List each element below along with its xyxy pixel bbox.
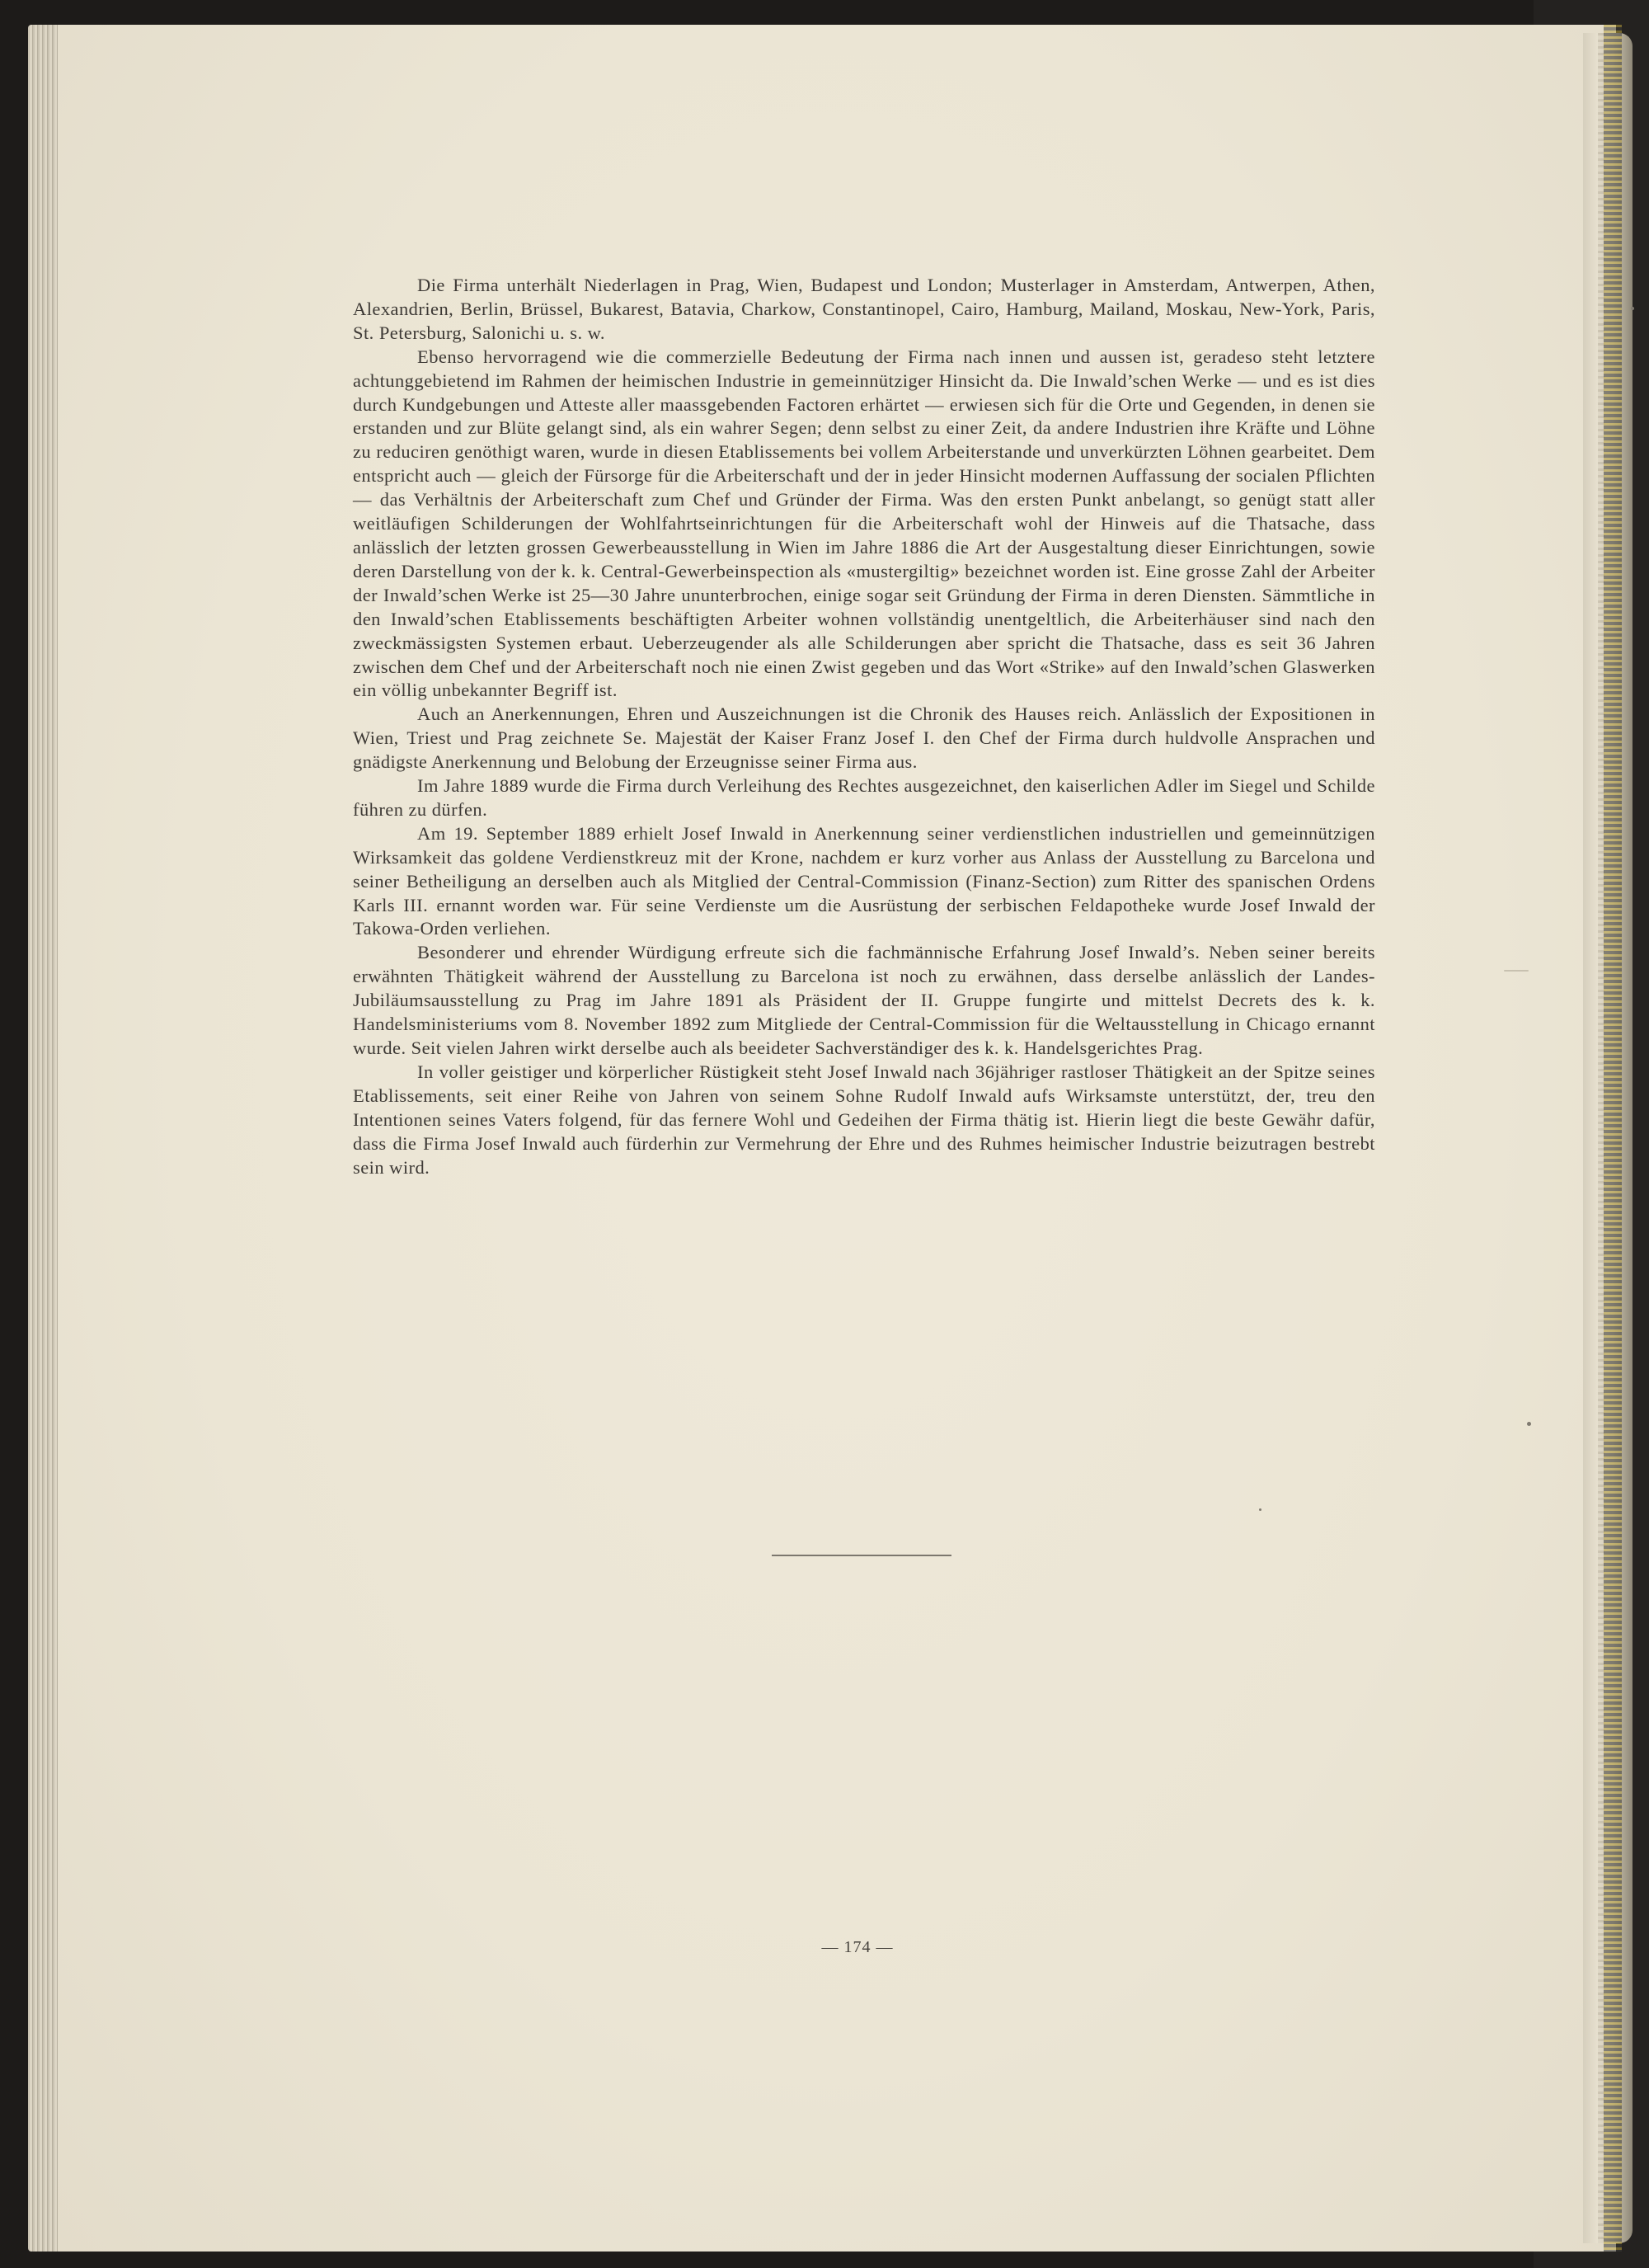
paragraph-4: Im Jahre 1889 wurde die Firma durch Verleihung des Rechtes ausgezeichnet, den kaiserlichen Adler im Siegel und Schilde führen zu dürfen.	[353, 775, 1375, 820]
paper-speck	[1631, 307, 1634, 310]
paragraph-2: Ebenso hervorragend wie die commerzielle Bedeutung der Firma nach innen und aussen ist, geradeso steht letztere achtunggebietend im Rahmen der heimischen Industrie in gemeinnütziger Hinsicht da. Die Inwald’schen Werke — und es ist dies durch Kundgebungen und Atteste aller maassgebenden Factoren erhärtet — erwiesen sich für die Orte und Gegenden, in denen sie erstanden und zur Blüte gelangt sind, als ein wahrer Segen; denn selbst zu einer Zeit, da andere Industrien ihre Kräfte und Löhne zu reduciren genöthigt waren, wurde in diesen Etablissements bei vollem Arbeiterstande und unverkürzten Löhnen gearbeitet. Dem entspricht auch — gleich der Fürsorge für die Arbeiterschaft und der in jeder Hinsicht modernen Auffassung der socialen Pflichten — das Verhältnis der Arbeiterschaft zum Chef und Gründer der Firma. Was den ersten Punkt anbelangt, so genügt statt aller weitläufigen Schilderungen der Wohlfahrtseinrichtungen für die Arbeiterschaft wohl der Hinweis auf die Thatsache, dass anlässlich der letzten grossen Gewerbeausstellung in Wien im Jahre 1886 die Art der Ausgestaltung dieser Einrichtungen, sowie deren Darstellung von der k. k. Central-Gewerbeinspection als «mustergiltig» bezeichnet worden ist. Eine grosse Zahl der Arbeiter der Inwald’schen Werke ist 25—30 Jahre ununterbrochen, einige sogar seit Gründung der Firma in deren Diensten. Sämmtliche in den Inwald’schen Etablissements beschäftigten Arbeiter wohnen vollständig unentgeltlich, die Arbeiterhäuser sind nach den zweckmässigsten Systemen erbaut. Ueberzeugender als alle Schilderungen aber spricht die Thatsache, dass es seit 36 Jahren zwischen dem Chef und der Arbeiterschaft noch nie einen Zwist gegeben und das Wort «Strike» auf den Inwald’schen Glaswerken ein völlig unbekannter Begriff ist.	[353, 346, 1375, 701]
paragraph-5: Am 19. September 1889 erhielt Josef Inwald in Anerkennung seiner verdienstlichen industriellen und gemeinnützigen Wirksamkeit das goldene Verdienstkreuz mit der Krone, nachdem er kurz vorher aus Anlass der Ausstellung zu Barcelona und seiner Betheiligung an derselben auch als Mitglied der Central-Commission (Finanz-Section) zum Ritter des spanischen Ordens Karls III. ernannt worden war. Für seine Verdienste um die Ausrüstung der serbischen Feldapotheke wurde Josef Inwald der Takowa-Orden verliehen.	[353, 822, 1375, 939]
paper-speck	[1259, 1508, 1261, 1511]
page-edge-strip	[1604, 25, 1622, 2252]
paper-speck	[1504, 970, 1529, 972]
paragraph-3: Auch an Anerkennungen, Ehren und Auszeichnungen ist die Chronik des Hauses reich. Anlässlich der Expositionen in Wien, Triest und Prag zeichnete Se. Majestät der Kaiser Franz Josef I. den Chef der Firma durch huldvolle Ansprachen und gnädigste Anerkennung und Belobung der Erzeugnisse seiner Firma aus.	[353, 703, 1375, 773]
paper-speck	[1527, 1422, 1531, 1426]
body-text	[353, 274, 1375, 1179]
page-number: — 174 —	[821, 1938, 894, 1956]
paragraph-1: Die Firma unterhält Niederlagen in Prag, Wien, Budapest und London; Musterlager in Amsterdam, Antwerpen, Athen, Alexandrien, Berlin, Brüssel, Bukarest, Batavia, Charkow, Constantinopel, Cairo, Hamburg, Mailand, Moskau, New-York, Paris, St. Petersburg, Salonichi u. s. w.	[353, 275, 1375, 343]
paragraph-7: In voller geistiger und körperlicher Rüstigkeit steht Josef Inwald nach 36jähriger rastloser Thätigkeit an der Spitze seines Etablissements, seit einer Reihe von Jahren von seinem Sohne Rudolf Inwald aufs Wirksamste unterstützt, der, treu den Intentionen seines Vaters folgend, für das fernere Wohl und Gedeihen der Firma thätig ist. Hierin liegt die beste Gewähr dafür, dass die Firma Josef Inwald auch fürderhin zur Vermehrung der Ehre und des Ruhmes heimischer Industrie beizutragen bestrebt sein wird.	[353, 1061, 1375, 1178]
section-divider	[772, 1555, 951, 1556]
paragraph-6: Besonderer und ehrender Würdigung erfreute sich die fachmännische Erfahrung Josef Inwald’s. Neben seiner bereits erwähnten Thätigkeit während der Ausstellung zu Barcelona ist noch zu erwähnen, dass derselbe anlässlich der Landes-Jubiläumsausstellung zu Prag im Jahre 1891 als Präsident der II. Gruppe fungirte und mittelst Decrets des k. k. Handelsministeriums vom 8. November 1892 zum Mitgliede der Central-Commission für die Weltausstellung in Chicago ernannt wurde. Seit vielen Jahren wirkt derselbe auch als beeideter Sachverständiger des k. k. Handelsgerichtes Prag.	[353, 942, 1375, 1058]
